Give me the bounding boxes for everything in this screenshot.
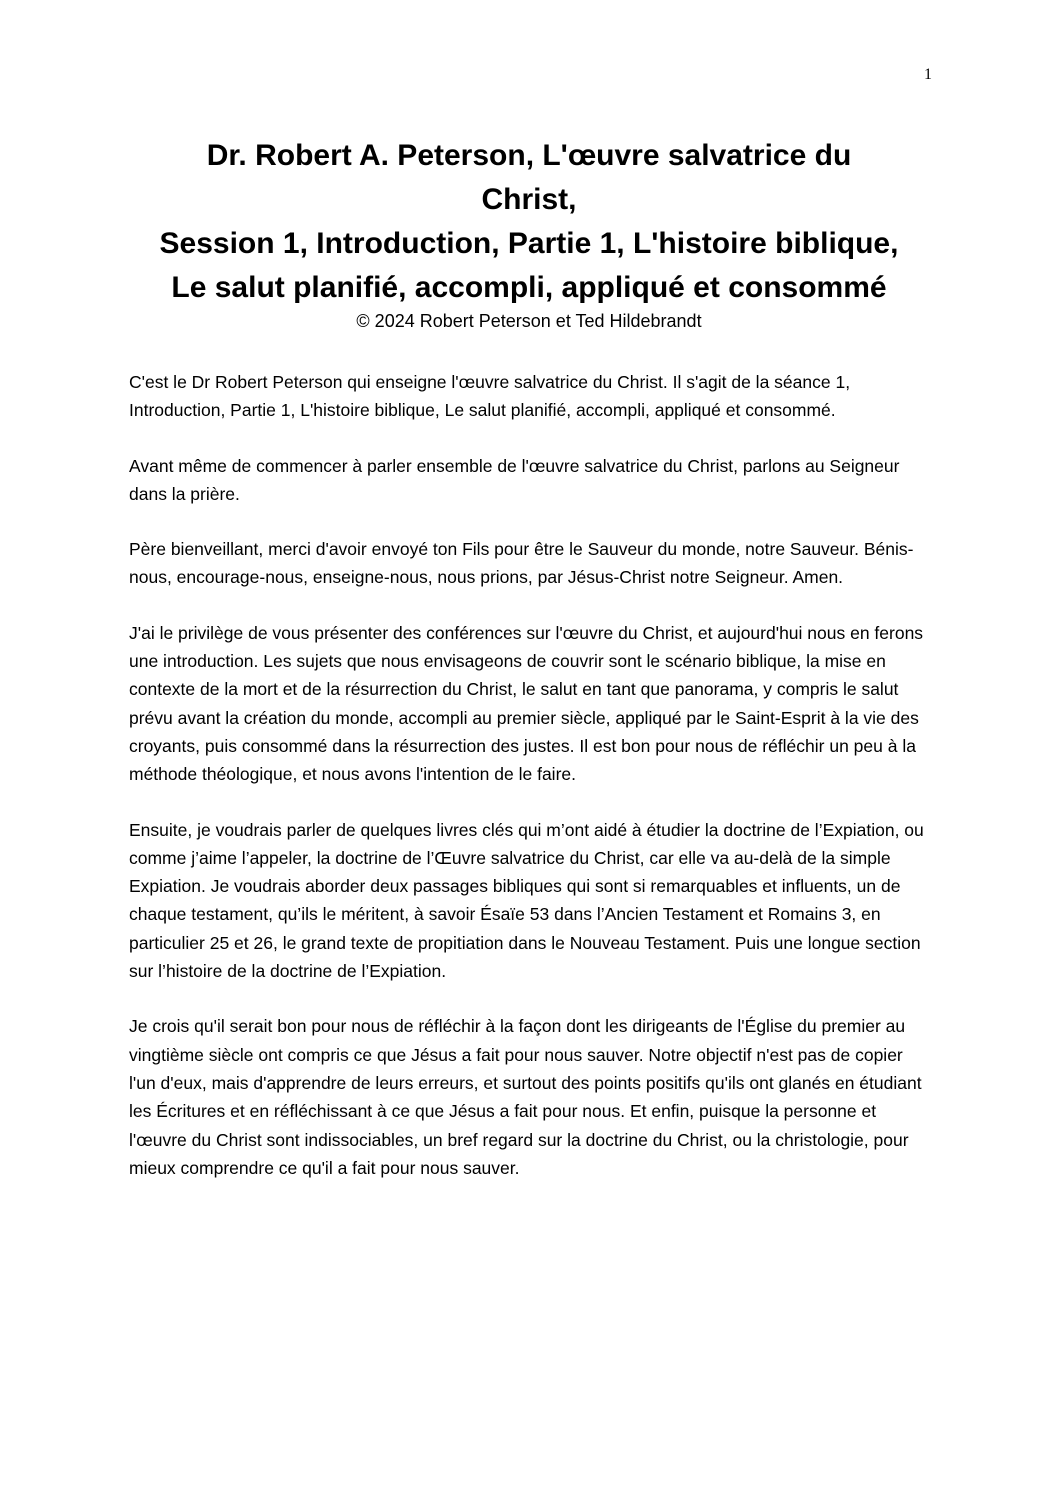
title-line: Dr. Robert A. Peterson, L'œuvre salvatrice du <box>206 139 852 172</box>
title-line: Session 1, Introduction, Partie 1, L'histoire biblique, <box>159 227 899 260</box>
page-number: 1 <box>924 66 932 83</box>
paragraph: Je crois qu'il serait bon pour nous de réfléchir à la façon dont les dirigeants de l'Église du premier au vingtième siècle ont compris ce que Jésus a fait pour nous sauver. Notre objectif n'est pas de copier l'un d'eux, mais d'apprendre de leurs erreurs, et surtout des points positifs qu'ils ont glanés en étudiant les Écritures et en réfléchissant à ce que Jésus a fait pour nous. Et enfin, puisque la personne et l'œuvre du Christ sont indissociables, un bref regard sur la doctrine du Christ, ou la christologie, pour mieux comprendre ce qu'il a fait pour nous sauver. <box>129 1016 922 1178</box>
paragraph: Ensuite, je voudrais parler de quelques livres clés qui m’ont aidé à étudier la doctrine de l’Expiation, ou comme j’aime l’appeler, la doctrine de l’Œuvre salvatrice du Christ, car elle va au-delà de la simple Expiation. Je voudrais aborder deux passages bibliques qui sont si remarquables et influents, un de chaque testament, qu’ils le méritent, à savoir Ésaïe 53 dans l’Ancien Testament et Romains 3, en particulier 25 et 26, le grand texte de propitiation dans le Nouveau Testament. Puis une longue section sur l’histoire de la doctrine de l’Expiation. <box>129 819 924 982</box>
paragraph: Avant même de commencer à parler ensemble de l'œuvre salvatrice du Christ, parlons au Seigneur dans la prière. <box>129 455 900 504</box>
document-body <box>129 368 929 1209</box>
document-header <box>100 134 958 332</box>
copyright-notice: © 2024 Robert Peterson et Ted Hildebrandt <box>356 311 702 331</box>
document-title <box>100 134 958 310</box>
title-line: Christ, <box>481 183 577 216</box>
paragraph: C'est le Dr Robert Peterson qui enseigne l'œuvre salvatrice du Christ. Il s'agit de la séance 1, Introduction, Partie 1, L'histoire biblique, Le salut planifié, accompli, appliqué et consommé. <box>129 372 851 421</box>
title-line: Le salut planifié, accompli, appliqué et consommé <box>171 271 887 304</box>
paragraph: J'ai le privilège de vous présenter des conférences sur l'œuvre du Christ, et aujourd'hui nous en ferons une introduction. Les sujets que nous envisageons de couvrir sont le scénario biblique, la mise en contexte de la mort et de la résurrection du Christ, le salut en tant que panorama, y compris le salut prévu avant la création du monde, accompli au premier siècle, appliqué par le Saint-Esprit à la vie des croyants, puis consommé dans la résurrection des justes. Il est bon pour nous de réfléchir un peu à la méthode théologique, et nous avons l'intention de le faire. <box>129 622 924 785</box>
paragraph: Père bienveillant, merci d'avoir envoyé ton Fils pour être le Sauveur du monde, notre Sauveur. Bénis-nous, encourage-nous, enseigne-nous, nous prions, par Jésus-Christ notre Seigneur. Amen. <box>129 539 914 588</box>
